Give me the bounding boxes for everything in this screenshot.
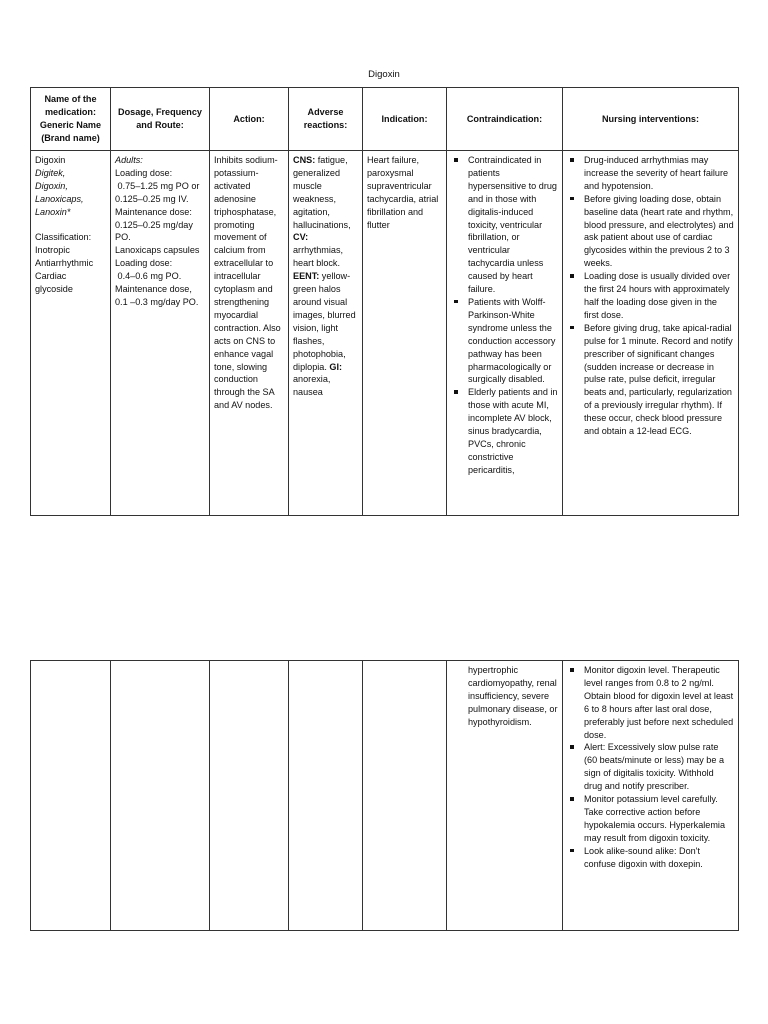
dosage-line: 0.75–1.25 mg PO or xyxy=(115,180,200,191)
document-title: Digoxin xyxy=(368,69,400,80)
list-item: Monitor digoxin level. Therapeutic level ranges from 0.8 to 2 ng/ml. Obtain blood for digoxin level at least 6 to 8 hours after last oral dose, preferably just before next scheduled dose. xyxy=(567,664,734,741)
brand-name: Lanoxin* xyxy=(35,206,71,217)
brand-name: Digoxin, xyxy=(35,180,68,191)
indication-cell xyxy=(363,151,447,516)
contraindication-continued-cell xyxy=(447,661,563,931)
dosage-line: Maintenance dose, xyxy=(115,284,192,295)
dosage-population: Adults: xyxy=(115,155,143,165)
dosage-line: Loading dose: xyxy=(115,258,173,269)
list-item: Drug-induced arrhythmias may increase the severity of heart failure and hypotension. xyxy=(567,154,734,193)
list-item: Monitor potassium level carefully. Take corrective action before hypokalemia occurs. Hyperkalemia may result from digoxin toxicity. xyxy=(567,793,734,845)
adverse-group xyxy=(293,271,356,371)
dosage-line: 0.125–0.25 mg/day xyxy=(115,219,193,230)
dosage-line: 0.1 –0.3 mg/day PO. xyxy=(115,296,199,307)
nursing-list-continued xyxy=(567,664,734,871)
action-text: Inhibits sodium-potassium-activated adenosine triphosphatase, promoting movement of calcium from extracellular to intracellular cytoplasm and strengthening myocardial contraction. Also acts on CNS to enhance vagal tone, slowing conduction through the SA and AV nodes. xyxy=(214,155,281,411)
list-item: Look alike-sound alike: Don't confuse digoxin with doxepin. xyxy=(567,845,734,871)
adverse-text: yellow-green halos around visual images, blurred vision, light flashes, photophobia, diplopia. xyxy=(293,271,356,372)
header-action: Action: xyxy=(210,88,289,151)
empty-cell xyxy=(289,661,363,931)
header-medication-name: Name of the medication: Generic Name (Brand name) xyxy=(31,88,111,151)
classification-item: Inotropic xyxy=(35,245,70,256)
adverse-text: arrhythmias, heart block. xyxy=(293,245,344,269)
table-header-row xyxy=(31,88,739,151)
list-item: Contraindicated in patients hypersensitive to drug and in those with digitalis-induced toxicity, ventricular fibrillation, or ventricular tachycardia unless caused by heart failure. xyxy=(451,154,558,296)
list-item: Elderly patients and in those with acute MI, incomplete AV block, sinus bradycardia, PVCs, chronic constrictive pericarditis, xyxy=(451,386,558,476)
adverse-text: anorexia, nausea xyxy=(293,374,331,398)
list-item: Patients with Wolff-Parkinson-White syndrome unless the conduction accessory pathway has been pharmacologically or surgically disabled. xyxy=(451,296,558,386)
dosage-line: Lanoxicaps capsules xyxy=(115,245,200,256)
table-row xyxy=(31,661,739,931)
adverse-group xyxy=(293,155,351,230)
header-adverse-reactions: Adverse reactions: xyxy=(289,88,363,151)
header-contraindication: Contraindication: xyxy=(447,88,563,151)
classification-item: glycoside xyxy=(35,284,73,295)
nursing-continued-cell xyxy=(563,661,739,931)
empty-cell xyxy=(210,661,289,931)
action-cell xyxy=(210,151,289,516)
dosage-line: PO. xyxy=(115,232,131,243)
header-nursing-interventions: Nursing interventions: xyxy=(563,88,739,151)
list-item: Loading dose is usually divided over the first 24 hours with approximately half the loading dose given in the first dose. xyxy=(567,270,734,322)
brand-name: Lanoxicaps, xyxy=(35,193,84,204)
drug-card-table-continued xyxy=(30,660,739,931)
dosage-line: Loading dose: xyxy=(115,167,173,178)
dosage-line: 0.4–0.6 mg PO. xyxy=(115,271,182,282)
contraindication-continued-text: hypertrophic cardiomyopathy, renal insufficiency, severe pulmonary disease, or hypothyroidism. xyxy=(468,665,558,727)
empty-cell xyxy=(31,661,111,931)
header-indication: Indication: xyxy=(363,88,447,151)
list-item: Before giving loading dose, obtain baseline data (heart rate and rhythm, blood pressure, and electrolytes) and ask patient about use of cardiac glycosides within the previous 2 to 3 weeks. xyxy=(567,193,734,270)
drug-card-table xyxy=(30,87,739,516)
header-dosage: Dosage, Frequency and Route: xyxy=(111,88,210,151)
adverse-text: fatigue, generalized muscle weakness, agitation, hallucinations, xyxy=(293,155,351,230)
list-item: Before giving drug, take apical-radial pulse for 1 minute. Record and notify prescriber of significant changes (sudden increase or decrease in pulse rate, pulse deficit, irregular beats and, particularly, regularization of a previously irregular rhythm). If these occur, check blood pressure and obtain a 12-lead ECG. xyxy=(567,322,734,438)
contraindication-list xyxy=(451,154,558,477)
adverse-system-label: CV: xyxy=(293,232,309,243)
medication-name-cell xyxy=(31,151,111,516)
adverse-system-label: EENT: xyxy=(293,271,320,282)
generic-name: Digoxin xyxy=(35,155,66,165)
dosage-line: 0.125–0.25 mg IV. xyxy=(115,193,189,204)
indication-text: Heart failure, paroxysmal supraventricular tachycardia, atrial fibrillation and flutter xyxy=(367,155,439,230)
contraindication-cell xyxy=(447,151,563,516)
nursing-interventions-cell xyxy=(563,151,739,516)
classification-label: Classification: xyxy=(35,232,92,243)
adverse-system-label: CNS: xyxy=(293,155,316,165)
adverse-reactions-cell xyxy=(289,151,363,516)
list-item: Alert: Excessively slow pulse rate (60 beats/minute or less) may be a sign of digitalis toxicity. Withhold drug and notify prescriber. xyxy=(567,741,734,793)
empty-cell xyxy=(111,661,210,931)
brand-name: Digitek, xyxy=(35,167,66,178)
empty-cell xyxy=(363,661,447,931)
adverse-system-label: GI: xyxy=(329,361,343,372)
classification-item: Cardiac xyxy=(35,271,67,282)
adverse-group xyxy=(293,232,343,268)
nursing-list xyxy=(567,154,734,438)
dosage-line: Maintenance dose: xyxy=(115,206,192,217)
dosage-cell xyxy=(111,151,210,516)
classification-item: Antiarrhythmic xyxy=(35,258,94,269)
table-row xyxy=(31,151,739,516)
